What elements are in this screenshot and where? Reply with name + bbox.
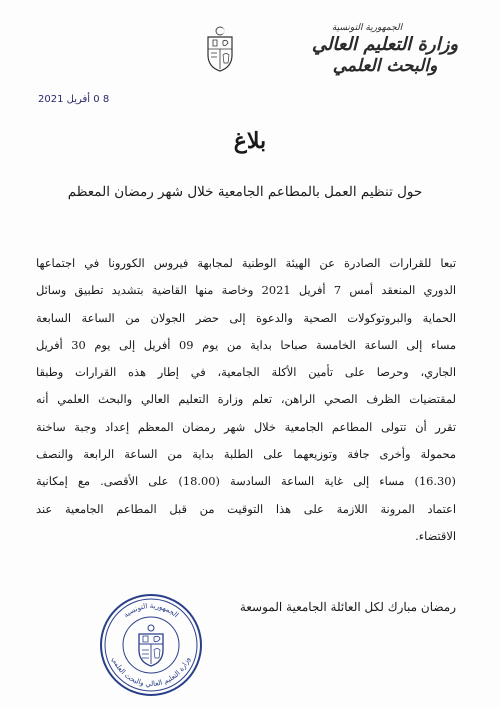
closing-greeting: رمضان مبارك لكل العائلة الجامعية الموسعة	[239, 600, 456, 614]
document-body	[36, 250, 456, 550]
body-line: محمولة وأخرى جافة وتوزيعهما على الطلبة بداية من الساعة الرابعة والنصف	[36, 447, 456, 462]
body-line: اعتماد المرونة اللازمة على هذا التوقيت من قبل المطاعم الجامعية عند	[36, 501, 456, 516]
seal-text-top: الجمهورية التونسية	[122, 601, 180, 620]
body-line: لمقتضيات الظرف الصحي الراهن، تعلم وزارة التعليم العالي والبحث العلمي أنه	[36, 392, 456, 407]
body-line: الجاري، وحرصا على تأمين الأكلة الجامعية، في إطار هذه القرارات وطبقا	[36, 365, 456, 380]
ministry-header	[310, 22, 460, 76]
document-title: بلاغ	[233, 128, 267, 154]
tunisia-emblem-icon	[200, 25, 240, 73]
body-line: الدوري المنعقد أمس 7 أفريل 2021 وخاصة منها القاضية بتشديد تطبيق وسائل	[36, 283, 456, 298]
republic-name: الجمهورية التونسية	[331, 23, 403, 33]
seal-text-bottom: وزارة التعليم العالي والبحث العلمي	[110, 655, 192, 689]
ministry-name-line2: والبحث العلمي	[332, 56, 438, 76]
official-seal-icon	[96, 590, 206, 700]
body-line: مساء إلى الساعة الخامسة صباحا بداية من يوم 09 أفريل إلى يوم 30 أفريل	[36, 337, 456, 352]
document-date: 8 0 أفريل 2021	[38, 94, 110, 105]
body-line: تقرر أن تتولى المطاعم الجامعية خلال شهر رمضان المعظم إعداد وجبة ساخنة	[36, 419, 456, 434]
ministry-name-line1: وزارة التعليم العالي	[311, 34, 459, 55]
body-line: الاقتضاء.	[415, 528, 456, 543]
body-line: (16.30) مساء إلى غاية الساعة السادسة (18.00) على الأقصى. مع إمكانية	[36, 474, 456, 489]
body-line: تبعا للقرارات الصادرة عن الهيئة الوطنية لمجابهة فيروس الكورونا في اجتماعها	[36, 256, 456, 270]
document-subtitle: حول تنظيم العمل بالمطاعم الجامعية خلال شهر رمضان المعظم	[67, 184, 423, 200]
body-line: الحماية والبروتوكولات الصحية والدعوة إلى حضر الجولان من الساعة السابعة	[36, 310, 456, 325]
